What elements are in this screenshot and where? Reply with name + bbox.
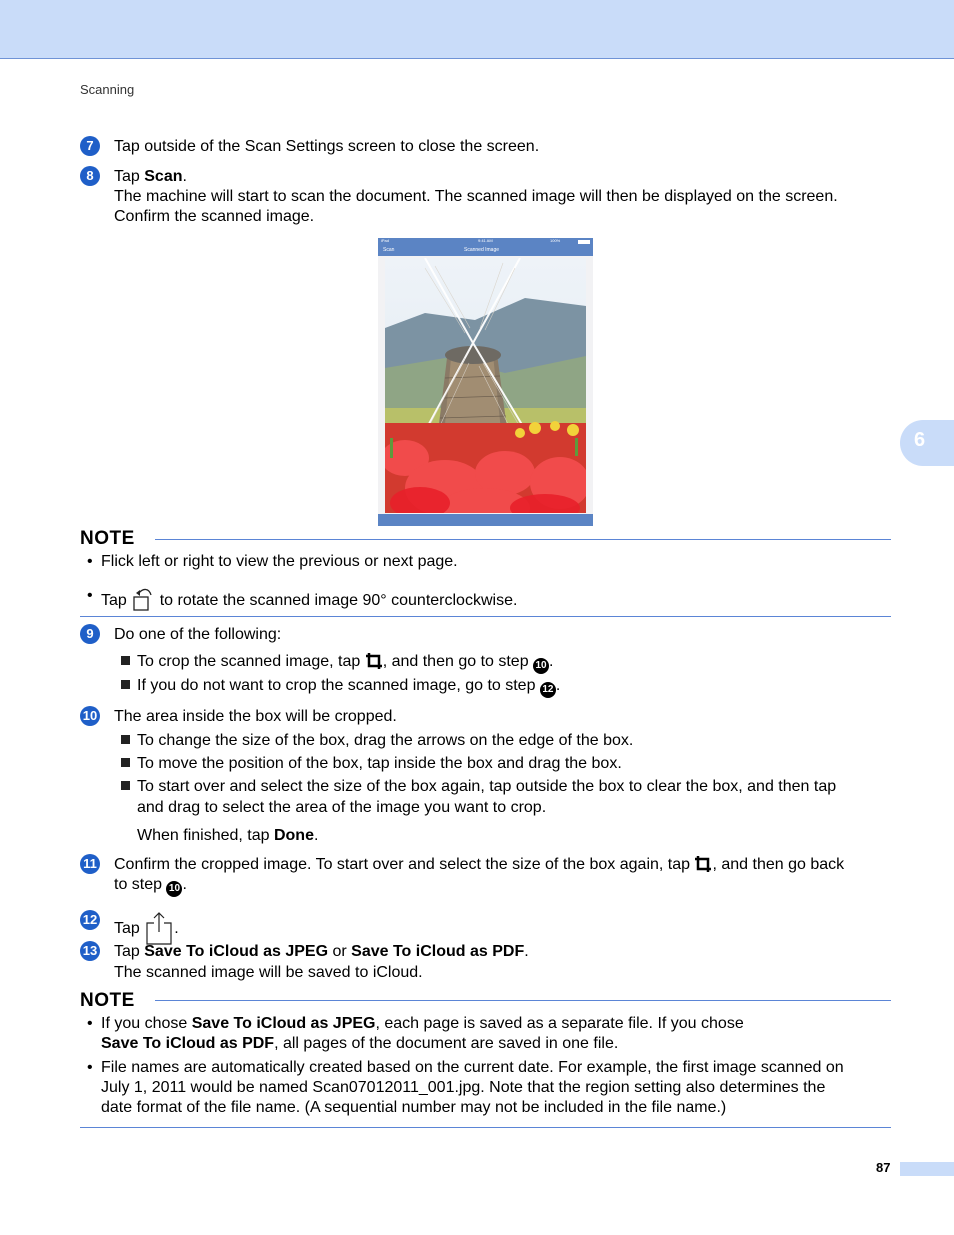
crop-icon <box>694 855 712 873</box>
screenshot-status-bar: iPad 9:41 AM 100% <box>378 238 593 246</box>
note-1-bullet-1: • <box>87 553 93 570</box>
note-1-rule <box>155 539 891 540</box>
crop-icon <box>365 652 383 670</box>
rotate-icon <box>131 586 155 612</box>
page-number: 87 <box>876 1160 891 1175</box>
screenshot-toolbar <box>378 514 593 526</box>
share-icon <box>144 911 174 945</box>
header-band <box>0 0 954 59</box>
step-10-text: The area inside the box will be cropped. <box>114 708 397 725</box>
note-2-title: NOTE <box>80 990 135 1011</box>
step-8-line2: The machine will start to scan the document. The scanned image will then be displayed on the screen. <box>114 188 838 205</box>
step-number-7: 7 <box>80 136 100 156</box>
step-number-8: 8 <box>80 166 100 186</box>
step-9-bullet-2: If you do not want to crop the scanned image, go to step 12 . <box>121 676 560 698</box>
note-2-rule <box>155 1000 891 1001</box>
note-2-bottom-rule <box>80 1127 891 1128</box>
step-10-bullet-3: To start over and select the size of the box again, tap outside the box to clear the box, and then tap <box>121 777 836 797</box>
step-number-13: 13 <box>80 941 100 961</box>
note-2-item-1-line2: Save To iCloud as PDF, all pages of the document are saved in one file. <box>101 1035 619 1052</box>
note-2-item-2-line2: July 1, 2011 would be named Scan07012011_001.jpg. Note that the region setting also determines the <box>101 1079 826 1096</box>
note-1-bottom-rule <box>80 616 891 617</box>
windmill-photo <box>385 258 586 513</box>
step-10-bullet-3-cont: and drag to select the area of the image you want to crop. <box>137 799 547 816</box>
step-9-bullet-1: To crop the scanned image, tap , and then go to step 10 . <box>121 652 554 674</box>
note-1-item-1: Flick left or right to view the previous or next page. <box>101 553 458 570</box>
running-title: Scanning <box>80 82 135 97</box>
scanned-image-screenshot <box>378 238 593 526</box>
step-12-text: Tap . <box>114 911 179 945</box>
step-11-line2: to step 10 . <box>114 875 187 897</box>
note-1-item-2: Tap to rotate the scanned image 90° counterclockwise. <box>101 586 517 612</box>
step-10-finish: When finished, tap Done. <box>137 827 319 844</box>
chapter-number: 6 <box>914 429 926 451</box>
footer-band <box>900 1162 954 1176</box>
step-8-line1: Tap Scan. <box>114 168 187 185</box>
step-9-text: Do one of the following: <box>114 626 282 643</box>
note-2-item-1-line1: If you chose Save To iCloud as JPEG, each page is saved as a separate file. If you chose <box>101 1015 744 1032</box>
note-2-bullet-1: • <box>87 1015 93 1032</box>
note-2-bullet-2: • <box>87 1059 93 1076</box>
step-7-text: Tap outside of the Scan Settings screen to close the screen. <box>114 138 540 155</box>
step-10-bullet-1: To change the size of the box, drag the arrows on the edge of the box. <box>121 731 633 751</box>
step-13-line1: Tap Save To iCloud as JPEG or Save To iCloud as PDF. <box>114 943 529 960</box>
screenshot-nav-bar: Scan Scanned Image <box>378 246 593 256</box>
step-number-11: 11 <box>80 854 100 874</box>
note-1-bullet-2: • <box>87 587 93 604</box>
step-8-line3: Confirm the scanned image. <box>114 208 315 225</box>
step-11-line1: Confirm the cropped image. To start over and select the size of the box again, tap , and then go back <box>114 856 845 873</box>
step-13-line2: The scanned image will be saved to iCloud. <box>114 964 423 981</box>
step-number-9: 9 <box>80 624 100 644</box>
step-number-10: 10 <box>80 706 100 726</box>
step-10-bullet-2: To move the position of the box, tap inside the box and drag the box. <box>121 754 622 774</box>
note-1-title: NOTE <box>80 528 135 549</box>
step-number-12: 12 <box>80 910 100 930</box>
chapter-tab <box>900 420 954 466</box>
note-2-item-2-line3: date format of the file name. (A sequential number may not be included in the file name.) <box>101 1099 727 1116</box>
note-2-item-2-line1: File names are automatically created based on the current date. For example, the first image scanned on <box>101 1059 844 1076</box>
